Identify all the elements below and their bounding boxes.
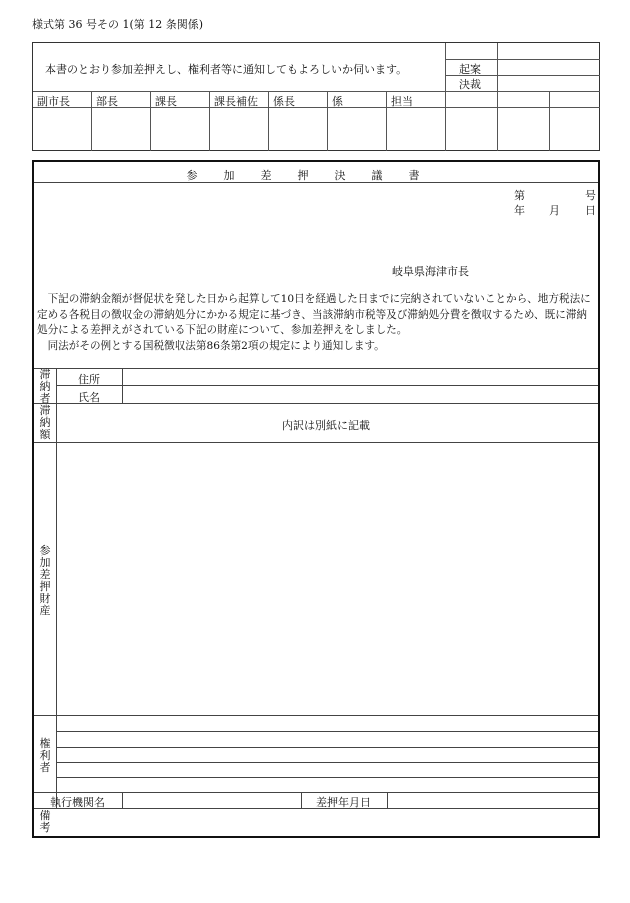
date-month-label: 月	[549, 204, 560, 217]
amount-value: 内訳は別紙に記載	[282, 419, 370, 432]
approval-request-text: 本書のとおり参加差押えし、権利者等に通知してもよろしいか伺います。	[45, 63, 408, 76]
role-tanto: 担当	[391, 95, 413, 108]
taxpayer-label: 滞納者	[39, 368, 51, 405]
kian-label: 起案	[459, 63, 481, 76]
agency-label: 執行機関名	[50, 796, 105, 809]
role-kacho: 課長	[155, 95, 177, 108]
notice-paragraph-1: 下記の滞納金額が督促状を発した日から起算して10日を経過した日までに完納されていないことから、地方税法に定める各税目の徴収金の滞納処分にかかる規定に基づき、当該滞納市税等及び滞納処分費を徴収するため、既に滞納処分による差押えがされている下記の財産について、参加差押えをしました。	[37, 293, 591, 336]
role-kacho-hosa: 課長補佐	[214, 95, 258, 108]
role-kakaricho: 係長	[273, 95, 295, 108]
document-title: 参加差押決議書	[186, 169, 446, 182]
approval-table	[32, 42, 600, 151]
decision-form	[32, 160, 600, 838]
doc-number-suffix: 号	[585, 189, 596, 202]
doc-number-label: 第	[514, 189, 525, 202]
address-label: 住所	[78, 373, 100, 386]
seizure-date-label: 差押年月日	[316, 796, 371, 809]
role-fukushicho: 副市長	[37, 95, 70, 108]
role-bucho: 部長	[96, 95, 118, 108]
name-label: 氏名	[78, 391, 100, 404]
date-year-label: 年	[514, 204, 525, 217]
property-label: 参加差押財産	[39, 544, 51, 617]
form-number: 様式第 36 号その 1(第 12 条関係)	[32, 18, 204, 31]
kessai-label: 決裁	[459, 78, 481, 91]
issuer-name: 岐阜県海津市長	[392, 265, 469, 278]
rights-holder-label: 権利者	[39, 737, 51, 774]
role-kakari: 係	[332, 95, 343, 108]
date-day-label: 日	[585, 204, 596, 217]
amount-label: 滞納額	[39, 404, 51, 441]
notice-paragraph-2: 同法がその例とする国税徴収法第86条第2項の規定により通知します。	[47, 339, 385, 352]
remarks-label: 備考	[39, 809, 51, 834]
notice-body	[37, 292, 597, 354]
